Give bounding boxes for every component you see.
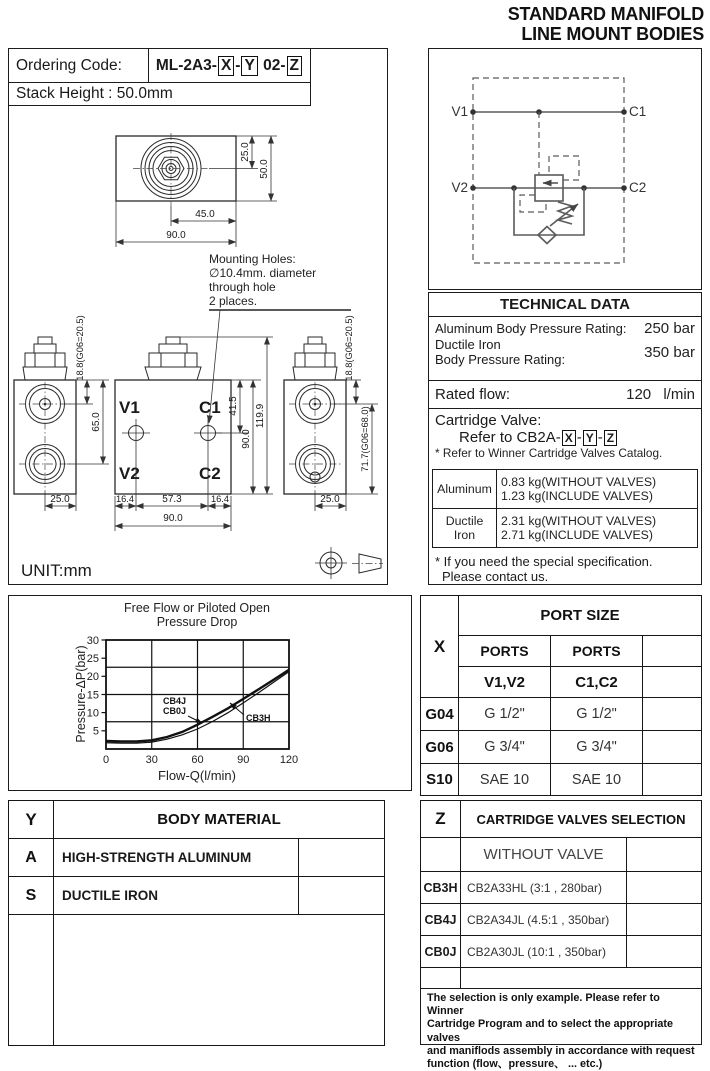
rated-flow-label: Rated flow: <box>435 386 511 403</box>
cone-symbol-icon <box>352 554 383 573</box>
pressure-drop-chart-panel <box>8 595 412 791</box>
note-line: function (flow、pressure、 ... etc.) <box>427 1058 603 1071</box>
x-axis-label: Flow-Q(l/min) <box>158 768 236 783</box>
front-port-v2: V2 <box>119 464 140 483</box>
cartridge-valves-table <box>420 800 702 989</box>
empty-cell <box>54 915 385 1046</box>
circuit-label-c2: C2 <box>629 180 647 195</box>
material-label-iron: DUCTILE IRON <box>54 877 299 915</box>
cartridge-valve-label: Cartridge Valve: <box>435 412 542 429</box>
page-title <box>508 4 704 44</box>
g04-c-ports: G 1/2" <box>551 698 643 731</box>
port-size-header: PORT SIZE <box>459 596 702 636</box>
dim-left-25: 25.0 <box>50 494 70 505</box>
counterbalance-valve-symbol <box>520 112 579 226</box>
empty-cell <box>643 636 702 667</box>
table-row <box>9 877 385 915</box>
pressure-drop-chart <box>9 596 410 789</box>
unit-note: UNIT:mm <box>21 561 92 580</box>
empty-cell <box>627 872 702 904</box>
note-line: and maniflods assembly in accordance with request <box>427 1044 695 1057</box>
dim-front-164a: 16.4 <box>115 494 135 504</box>
valve-label-cb4j: CB2A34JL (4.5:1 , 350bar) <box>461 904 627 936</box>
circuit-diagram-panel <box>428 48 702 290</box>
table-row <box>421 667 702 698</box>
dim-front-415: 41.5 <box>228 396 239 416</box>
empty-cell <box>627 936 702 968</box>
note-line: The selection is only example. Please refer to Winner <box>427 992 660 1018</box>
cart-z-box: Z <box>604 430 617 446</box>
empty-cell <box>461 968 702 989</box>
body-material-header: BODY MATERIAL <box>54 801 385 839</box>
y-tick-5: 5 <box>92 725 99 738</box>
weight-material-aluminum: Aluminum <box>433 470 497 509</box>
table-row <box>9 915 385 1046</box>
material-code-s: S <box>9 877 54 915</box>
valve-label-cb3h: CB2A33HL (3:1 , 280bar) <box>461 872 627 904</box>
y-tick-20: 20 <box>86 671 99 683</box>
front-port-c1: C1 <box>199 398 221 417</box>
empty-cell <box>643 667 702 698</box>
empty-cell <box>299 839 385 877</box>
y-axis-label: Pressure-ΔP(bar) <box>74 645 88 743</box>
dim-front-90b: 90.0 <box>163 513 183 524</box>
empty-cell <box>643 731 702 764</box>
page-title-line1: STANDARD MANIFOLD <box>507 4 704 24</box>
circuit-label-v1: V1 <box>451 104 468 119</box>
empty-cell <box>421 838 461 872</box>
mounting-note-line3: through hole <box>209 280 276 294</box>
material-code-a: A <box>9 839 54 877</box>
weight-section <box>429 469 701 552</box>
port-row-g04: G04 <box>421 698 459 731</box>
empty-cell <box>627 838 702 872</box>
port-row-s10: S10 <box>421 764 459 796</box>
empty-cell <box>9 915 54 1046</box>
right-side-view <box>284 337 346 494</box>
dim-top-25: 25.0 <box>240 142 251 162</box>
circuit-label-v2: V2 <box>451 180 468 195</box>
special-note-line1: * If you need the special specification. <box>435 554 653 569</box>
code-sep1: - <box>235 56 241 74</box>
cart-prefix: Refer to CB2A- <box>459 429 561 446</box>
port-size-table <box>420 595 702 796</box>
ordering-code-value <box>149 54 310 78</box>
aluminum-pressure-label: Aluminum Body Pressure Rating: <box>435 321 627 336</box>
technical-data-header: TECHNICAL DATA <box>429 293 701 317</box>
series-label-cb0j: CB0J <box>163 706 187 716</box>
table-row <box>433 470 698 509</box>
technical-drawing <box>9 49 384 582</box>
iron-label-line1: Ductile Iron <box>435 337 501 352</box>
cartridge-z-header: Z <box>421 801 461 838</box>
empty-cell <box>299 877 385 915</box>
cartridge-valve-refer <box>435 429 695 446</box>
x-tick-30: 30 <box>145 754 158 766</box>
dim-left-65: 65.0 <box>91 412 102 432</box>
weight-alu-line2: 1.23 kg(INCLUDE VALVES) <box>501 489 653 503</box>
weight-alu-line1: 0.83 kg(WITHOUT VALVES) <box>501 475 657 489</box>
code-mid: 02- <box>258 56 286 74</box>
stack-height-box <box>9 83 311 106</box>
table-row <box>421 872 702 904</box>
dim-right-188: 18.8(G06=20.5) <box>344 315 354 381</box>
ports-header-v: PORTS <box>459 636 551 667</box>
cart-d1: - <box>576 429 582 446</box>
table-row <box>421 764 702 796</box>
valve-code-cb3h: CB3H <box>421 872 461 904</box>
ports-header-c: PORTS <box>551 636 643 667</box>
ports-c1c2: C1,C2 <box>551 667 643 698</box>
port-row-g06: G06 <box>421 731 459 764</box>
table-row <box>421 596 702 636</box>
iron-label-line2: Body Pressure Rating: <box>435 352 566 367</box>
cart-x-box: X <box>562 430 576 446</box>
without-valve-cell: WITHOUT VALVE <box>461 838 627 872</box>
body-material-table <box>8 800 385 1046</box>
y-tick-25: 25 <box>86 653 99 665</box>
rated-flow-value <box>626 386 695 403</box>
weight-iron-line1: 2.31 kg(WITHOUT VALVES) <box>501 514 657 528</box>
dim-top-90: 90.0 <box>166 230 186 241</box>
valve-code-cb0j: CB0J <box>421 936 461 968</box>
x-tick-60: 60 <box>191 754 204 766</box>
dim-front-90v: 90.0 <box>241 429 252 449</box>
code-prefix: ML-2A3- <box>155 56 217 74</box>
code-y-box: Y <box>241 56 257 76</box>
g06-v-ports: G 3/4" <box>459 731 551 764</box>
weight-values-aluminum <box>497 470 698 509</box>
code-z-box: Z <box>287 56 302 76</box>
empty-cell <box>643 698 702 731</box>
flow-unit: l/min <box>663 386 695 403</box>
weight-iron-line2: 2.71 kg(INCLUDE VALVES) <box>501 528 653 542</box>
table-row <box>421 731 702 764</box>
dim-left-188: 18.8(G06=20.5) <box>75 315 85 381</box>
dim-top-45: 45.0 <box>195 209 215 220</box>
weight-table <box>432 469 698 548</box>
selection-note-box <box>420 988 702 1071</box>
note-line: Cartridge Program and to select the appropriate valves <box>427 1018 673 1044</box>
table-row <box>421 801 702 838</box>
empty-cell <box>643 764 702 796</box>
x-tick-0: 0 <box>102 754 110 766</box>
chart-grid <box>106 640 289 749</box>
flow-value: 120 <box>626 386 652 403</box>
rated-flow-section <box>429 381 701 409</box>
g04-v-ports: G 1/2" <box>459 698 551 731</box>
x-tick-90: 90 <box>237 754 250 766</box>
x-tick-120: 120 <box>279 754 299 766</box>
code-x-box: X <box>218 56 234 76</box>
stack-height-text: Stack Height : 50.0mm <box>16 85 173 102</box>
ports-v1v2: V1,V2 <box>459 667 551 698</box>
weight-material-iron: Ductile Iron <box>433 509 497 548</box>
left-side-dimensions <box>45 315 109 511</box>
dim-right-717: 71.7(G06=68.0) <box>360 406 370 472</box>
y-tick-10: 10 <box>86 707 99 720</box>
s10-c-ports: SAE 10 <box>551 764 643 796</box>
ordering-code-label: Ordering Code: <box>9 49 149 82</box>
cartridge-valve-section <box>429 409 701 467</box>
valve-label-cb0j: CB2A30JL (10:1 , 350bar) <box>461 936 627 968</box>
valve-code-cb4j: CB4J <box>421 904 461 936</box>
series-label-cb4j: CB4J <box>163 696 187 706</box>
table-row <box>421 904 702 936</box>
table-row <box>421 968 702 989</box>
cartridge-header: CARTRIDGE VALVES SELECTION <box>461 801 702 838</box>
table-row <box>9 839 385 877</box>
top-view <box>116 133 236 206</box>
technical-data-panel <box>428 292 702 585</box>
iron-pressure-label <box>435 337 565 367</box>
drawing-panel <box>8 48 388 585</box>
hydraulic-circuit <box>429 49 700 288</box>
dim-top-50: 50.0 <box>259 159 270 179</box>
y-tick-30: 30 <box>86 635 99 647</box>
special-note-line2: Please contact us. <box>442 569 549 584</box>
front-view-dimensions <box>115 337 273 531</box>
chart-y-axis <box>74 635 106 743</box>
table-row <box>421 936 702 968</box>
aluminum-pressure-value: 250 bar <box>644 320 695 337</box>
s10-v-ports: SAE 10 <box>459 764 551 796</box>
pressure-rating-section <box>429 317 701 381</box>
special-spec-note <box>429 552 701 588</box>
material-label-aluminum: HIGH-STRENGTH ALUMINUM <box>54 839 299 877</box>
cart-y-box: Y <box>583 430 597 446</box>
weight-values-iron <box>497 509 698 548</box>
series-label-cb3h: CB3H <box>246 713 271 723</box>
left-side-view <box>14 337 76 494</box>
iron-pressure-value: 350 bar <box>644 343 695 361</box>
body-material-y-header: Y <box>9 801 54 839</box>
cart-d2: - <box>597 429 603 446</box>
empty-cell <box>421 968 461 989</box>
chart-title-line1: Free Flow or Piloted Open <box>124 601 270 615</box>
g06-c-ports: G 3/4" <box>551 731 643 764</box>
mounting-note-line1: Mounting Holes: <box>209 252 296 266</box>
chart-x-axis <box>103 754 298 783</box>
dim-right-25: 25.0 <box>320 494 340 505</box>
y-tick-15: 15 <box>86 689 99 702</box>
front-port-v1: V1 <box>119 398 140 417</box>
table-row <box>433 509 698 548</box>
chart-title-line2: Pressure Drop <box>156 615 238 629</box>
table-row <box>421 838 702 872</box>
table-row <box>421 636 702 667</box>
dim-front-573: 57.3 <box>162 494 182 505</box>
front-view <box>115 337 231 511</box>
page-title-line2: LINE MOUNT BODIES <box>521 24 704 44</box>
table-row <box>421 698 702 731</box>
circuit-label-c1: C1 <box>629 104 647 119</box>
dim-front-1199: 119.9 <box>255 403 266 429</box>
empty-cell <box>627 904 702 936</box>
port-size-x-header: X <box>421 596 459 698</box>
projection-symbol-icon <box>315 547 347 579</box>
dim-front-164b: 16.4 <box>210 494 230 504</box>
front-port-c2: C2 <box>199 464 221 483</box>
table-row <box>9 801 385 839</box>
cartridge-catalog-note: * Refer to Winner Cartridge Valves Catalog. <box>435 446 663 460</box>
mounting-note-line2: ∅10.4mm. diameter <box>209 266 317 280</box>
mounting-note-line4: 2 places. <box>209 294 258 308</box>
ordering-code-box <box>9 49 311 83</box>
